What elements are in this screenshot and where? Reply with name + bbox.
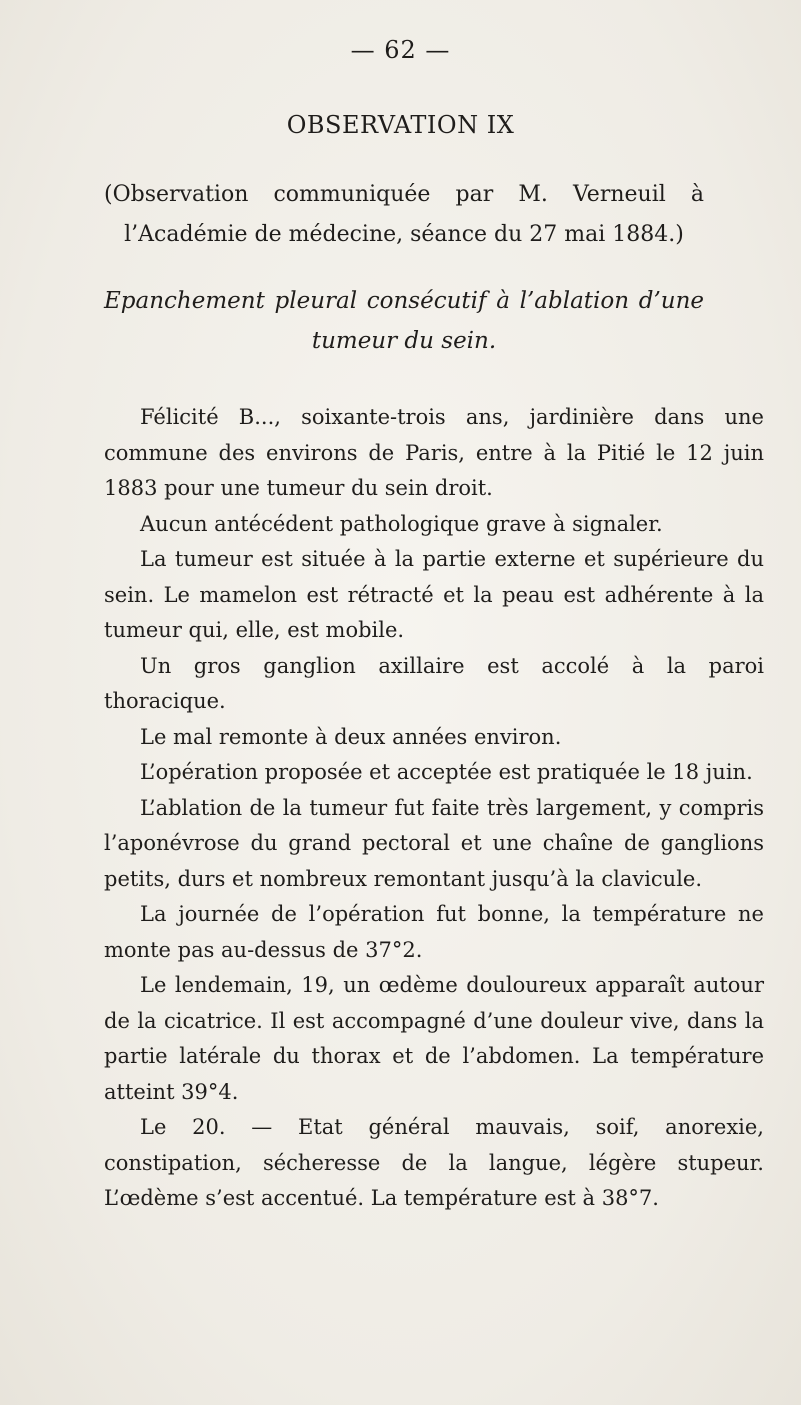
paragraph-day-19: Le lendemain, 19, un œdème douloureux apparaît autour de la cicatrice. Il est accompagné d’une douleur vive, dans la partie latérale du thorax et de l’abdomen. La température atteint 39°4. [104,973,764,1104]
paragraph-history: Aucun antécédent pathologique grave à signaler. [140,511,663,536]
case-title: Epanchement pleural consécutif à l’ablation d’une tumeur du sein. [104,288,704,354]
source-note: (Observation communiquée par M. Verneuil à l’Académie de médecine, séance du 27 mai 1884.) [104,182,704,247]
page-number: — 62 — [350,36,451,64]
paragraph-day-20: Le 20. — Etat général mauvais, soif, anorexie, constipation, sécheresse de la langue, légère stupeur. L’œdème s’est accentué. La température est à 38°7. [104,1115,764,1210]
paragraph-admission: Félicité B..., soixante-trois ans, jardinière dans une commune des environs de Paris, entre à la Pitié le 12 juin 1883 pour une tumeur du sein droit. [104,405,764,500]
paragraph-day-of-operation: La journée de l’opération fut bonne, la température ne monte pas au-dessus de 37°2. [104,902,764,962]
paragraph-tumour: La tumeur est située à la partie externe et supérieure du sein. Le mamelon est rétracté et la peau est adhérente à la tumeur qui, elle, est mobile. [104,547,764,642]
case-body [104,400,764,1217]
paragraph-ablation: L’ablation de la tumeur fut faite très largement, y compris l’aponévrose du grand pectoral et une chaîne de ganglions petits, durs et nombreux remontant jusqu’à la clavicule. [104,795,764,891]
paragraph-operation: L’opération proposée et acceptée est pratiquée le 18 juin. [140,760,753,784]
observation-heading: OBSERVATION IX [286,111,515,139]
paragraph-ganglion: Un gros ganglion axillaire est accolé à la paroi thoracique. [104,653,764,713]
paragraph-duration: Le mal remonte à deux années environ. [140,724,562,749]
